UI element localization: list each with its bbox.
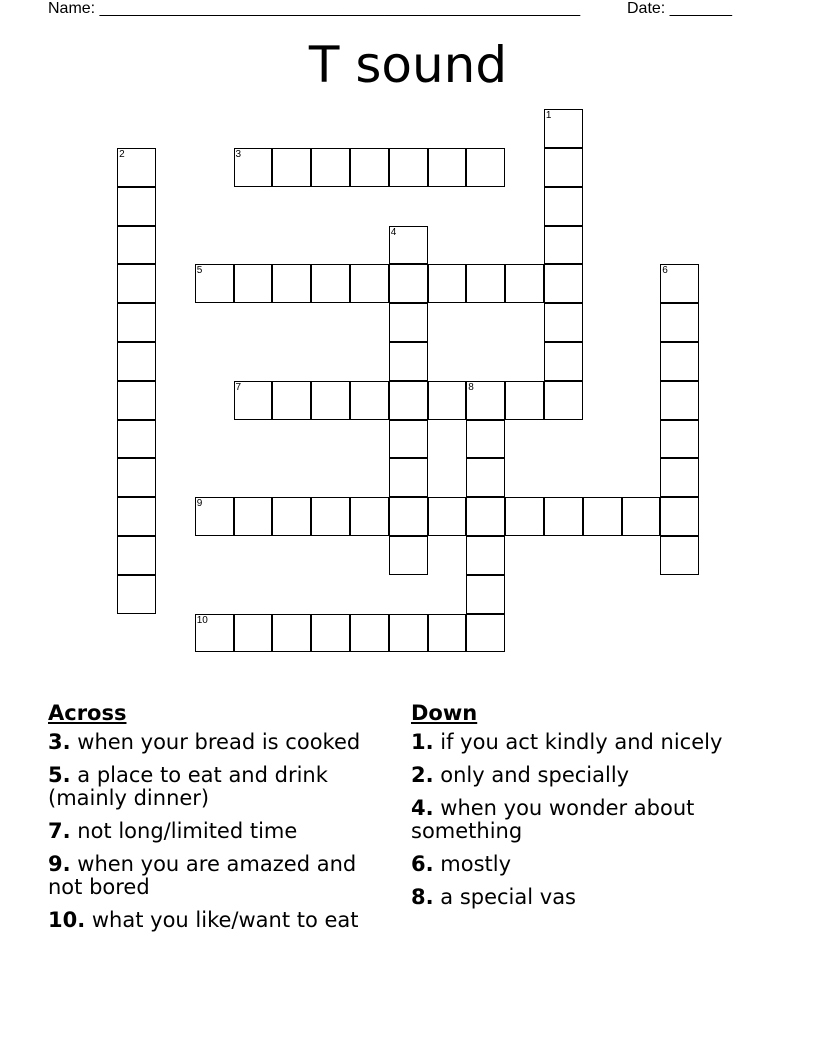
grid-cell[interactable]: [389, 342, 428, 381]
down-heading: Down: [411, 701, 478, 725]
grid-cell[interactable]: [117, 420, 156, 459]
grid-cell[interactable]: [272, 148, 311, 187]
grid-cell[interactable]: [544, 303, 583, 342]
grid-cell[interactable]: [272, 264, 311, 303]
grid-cell[interactable]: [234, 497, 273, 536]
grid-cell[interactable]: [117, 342, 156, 381]
clue-number: 1.: [411, 730, 434, 754]
grid-cell[interactable]: [311, 148, 350, 187]
page-title: T sound: [308, 36, 508, 94]
cell-number: 9: [196, 498, 203, 510]
grid-cell[interactable]: [272, 497, 311, 536]
cell-number: 6: [662, 265, 668, 277]
grid-cell[interactable]: [544, 264, 583, 303]
grid-cell[interactable]: [660, 303, 699, 342]
grid-cell[interactable]: [117, 497, 156, 536]
grid-cell[interactable]: [466, 536, 505, 575]
grid-cell[interactable]: [583, 497, 622, 536]
grid-cell[interactable]: [505, 497, 544, 536]
across-heading: Across: [48, 701, 127, 725]
grid-cell[interactable]: [660, 420, 699, 459]
clue-text: mostly: [433, 852, 512, 876]
grid-cell[interactable]: [117, 264, 156, 303]
clue-number: 4.: [411, 796, 434, 820]
across-clues: [48, 702, 388, 942]
grid-cell[interactable]: [466, 497, 505, 536]
grid-cell[interactable]: [505, 264, 544, 303]
grid-cell[interactable]: [389, 303, 428, 342]
grid-cell[interactable]: [272, 614, 311, 653]
clue-number: 6.: [411, 852, 434, 876]
grid-cell[interactable]: [117, 458, 156, 497]
grid-cell[interactable]: [195, 264, 234, 303]
grid-cell[interactable]: [622, 497, 661, 536]
cell-number: 4: [390, 226, 397, 238]
grid-cell[interactable]: [544, 109, 583, 148]
cell-number: 8: [468, 381, 474, 393]
grid-cell[interactable]: [466, 148, 505, 187]
grid-cell[interactable]: [311, 614, 350, 653]
grid-cell[interactable]: [117, 575, 156, 614]
clue-down-8: [411, 886, 771, 909]
grid-cell[interactable]: [234, 381, 273, 420]
grid-cell[interactable]: [117, 303, 156, 342]
clue-number: 9.: [48, 852, 71, 876]
grid-cell[interactable]: [544, 381, 583, 420]
grid-cell[interactable]: [195, 497, 234, 536]
clue-number: 5.: [48, 763, 71, 787]
grid-cell[interactable]: [428, 614, 467, 653]
clue-number: 2.: [411, 763, 434, 787]
grid-cell[interactable]: [466, 614, 505, 653]
clue-text: a special vas: [433, 885, 576, 909]
grid-cell[interactable]: [466, 458, 505, 497]
grid-cell[interactable]: [117, 536, 156, 575]
clue-number: 7.: [48, 819, 71, 843]
clue-across-10: [48, 909, 388, 932]
cell-number: 3: [235, 148, 242, 160]
grid-cell[interactable]: [389, 148, 428, 187]
clue-number: 10.: [48, 908, 86, 932]
grid-cell[interactable]: [117, 187, 156, 226]
clue-across-7: [48, 820, 388, 843]
clue-text: when you are amazed and not bored: [48, 852, 357, 899]
grid-cell[interactable]: [389, 420, 428, 459]
clue-text: not long/limited time: [70, 819, 298, 843]
clue-down-4: [411, 797, 771, 843]
clue-text: what you like/want to eat: [85, 908, 359, 932]
grid-cell[interactable]: [544, 497, 583, 536]
clue-text: when you wonder about something: [411, 796, 695, 843]
grid-cell[interactable]: [466, 264, 505, 303]
grid-cell[interactable]: [389, 264, 428, 303]
grid-cell[interactable]: [544, 342, 583, 381]
clue-text: when your bread is cooked: [70, 730, 361, 754]
grid-cell[interactable]: [350, 614, 389, 653]
cell-number: 2: [119, 148, 125, 160]
clue-down-1: [411, 731, 771, 754]
clue-down-6: [411, 853, 771, 876]
grid-cell[interactable]: [311, 497, 350, 536]
clue-across-5: [48, 764, 388, 810]
grid-cell[interactable]: [428, 497, 467, 536]
grid-cell[interactable]: [311, 381, 350, 420]
grid-cell[interactable]: [195, 614, 234, 653]
grid-cell[interactable]: [117, 148, 156, 187]
grid-cell[interactable]: [660, 536, 699, 575]
grid-cell[interactable]: [505, 381, 544, 420]
clue-down-2: [411, 764, 771, 787]
grid-cell[interactable]: [272, 381, 311, 420]
grid-cell[interactable]: [350, 497, 389, 536]
clue-across-9: [48, 853, 388, 899]
grid-cell[interactable]: [117, 381, 156, 420]
grid-cell[interactable]: [350, 148, 389, 187]
grid-cell[interactable]: [389, 614, 428, 653]
cell-number: 5: [196, 265, 203, 277]
grid-cell[interactable]: [660, 458, 699, 497]
grid-cell[interactable]: [389, 536, 428, 575]
clue-text: a place to eat and drink (mainly dinner): [48, 763, 328, 810]
grid-cell[interactable]: [660, 381, 699, 420]
grid-cell[interactable]: [234, 614, 273, 653]
grid-cell[interactable]: [428, 264, 467, 303]
grid-cell[interactable]: [117, 226, 156, 265]
grid-cell[interactable]: [234, 148, 273, 187]
cell-number: 10: [196, 614, 208, 626]
grid-cell[interactable]: [466, 381, 505, 420]
grid-cell[interactable]: [544, 148, 583, 187]
clue-number: 3.: [48, 730, 71, 754]
grid-cell[interactable]: [428, 148, 467, 187]
grid-cell[interactable]: [428, 381, 467, 420]
grid-cell[interactable]: [660, 264, 699, 303]
grid-cell[interactable]: [389, 497, 428, 536]
grid-cell[interactable]: [389, 226, 428, 265]
grid-cell[interactable]: [350, 264, 389, 303]
clue-text: if you act kindly and nicely: [433, 730, 723, 754]
cell-number: 1: [545, 110, 552, 122]
down-clues: [411, 702, 771, 919]
clue-text: only and specially: [433, 763, 630, 787]
clue-number: 8.: [411, 885, 434, 909]
grid-cell[interactable]: [234, 264, 273, 303]
grid-cell[interactable]: [389, 381, 428, 420]
grid-cell[interactable]: [660, 342, 699, 381]
cell-number: 7: [235, 381, 242, 393]
grid-cell[interactable]: [350, 381, 389, 420]
grid-cell[interactable]: [544, 226, 583, 265]
grid-cell[interactable]: [311, 264, 350, 303]
clue-across-3: [48, 731, 388, 754]
name-field[interactable]: Name: ______________________________________________________: [48, 0, 581, 17]
grid-cell[interactable]: [544, 187, 583, 226]
grid-cell[interactable]: [660, 497, 699, 536]
date-field[interactable]: Date: _______: [627, 0, 732, 17]
grid-cell[interactable]: [389, 458, 428, 497]
grid-cell[interactable]: [466, 575, 505, 614]
grid-cell[interactable]: [466, 420, 505, 459]
